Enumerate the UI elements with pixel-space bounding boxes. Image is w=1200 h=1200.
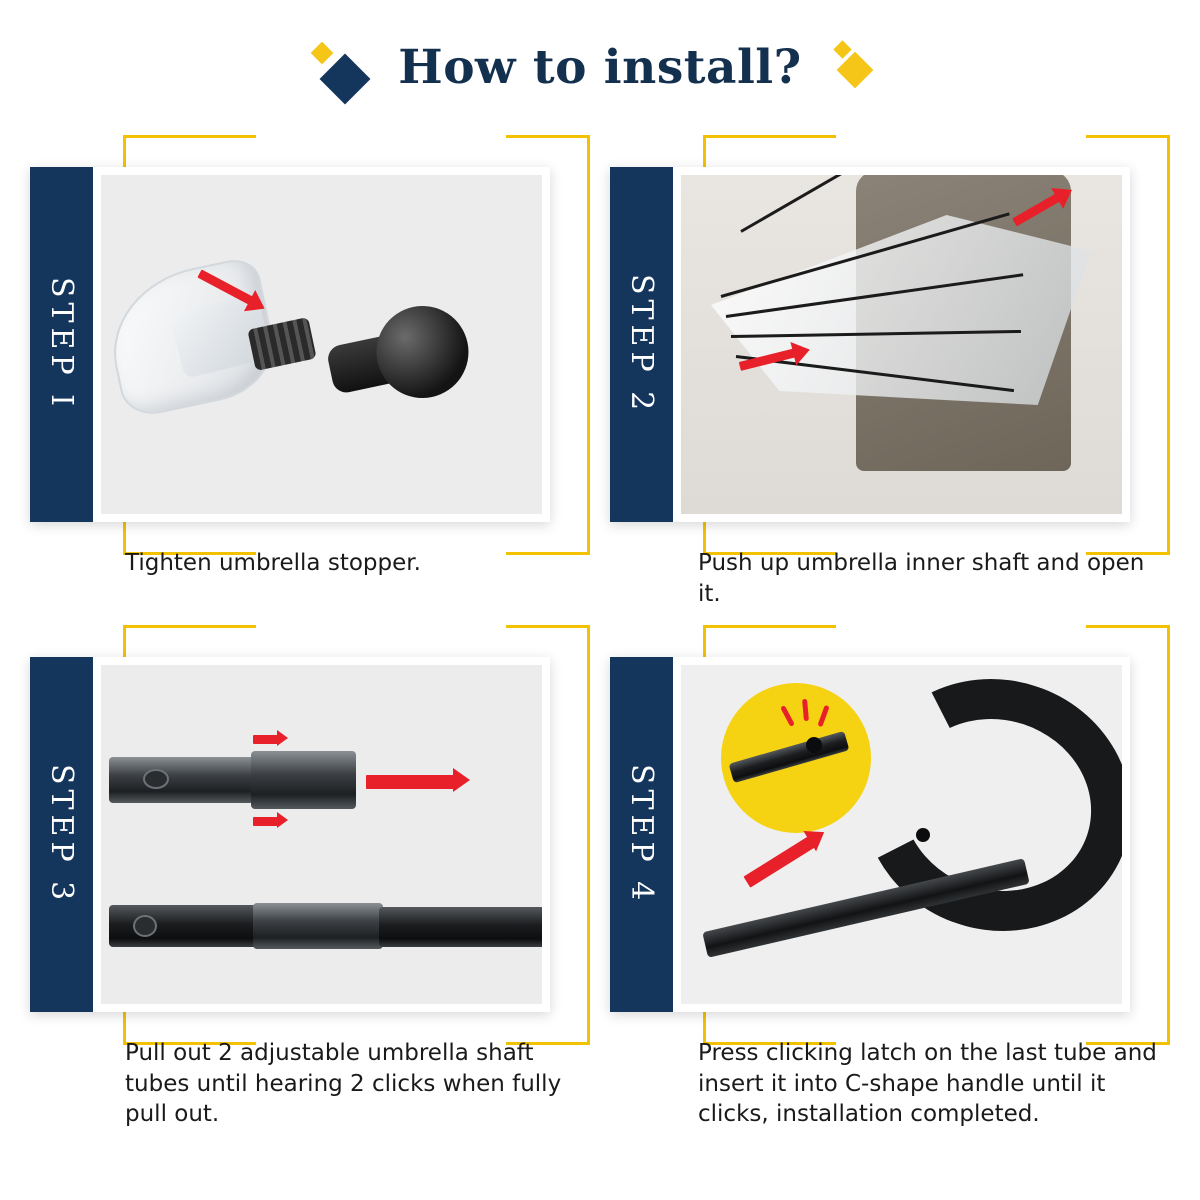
step-3-label-bar	[30, 657, 93, 1012]
step-card-3	[30, 625, 590, 1130]
step-3-card	[30, 657, 550, 1012]
step-2-label-bar	[610, 167, 673, 522]
red-arrow-icon	[253, 735, 279, 744]
step-3-image	[101, 665, 542, 1004]
step-2-image	[681, 175, 1122, 514]
step-4-card	[610, 657, 1130, 1012]
red-arrow-pull-icon	[366, 775, 456, 789]
shaft-tube-mid-lower	[253, 903, 383, 949]
shaft-tube-outer-lower	[109, 905, 259, 947]
page-title: How to install?	[398, 40, 802, 95]
steps-grid	[0, 135, 1200, 1130]
step-1-caption: Tighten umbrella stopper.	[125, 550, 421, 576]
step-card-1	[30, 135, 590, 609]
step-4-label: STEP 4	[624, 764, 659, 906]
black-stopper-cap-graphic	[320, 294, 478, 421]
header-left-diamond-group	[314, 39, 370, 97]
step-2-label: STEP 2	[624, 273, 659, 416]
step-2-caption: Push up umbrella inner shaft and open it.	[698, 550, 1145, 607]
diamond-navy-icon	[320, 53, 371, 104]
step-4-label-bar	[610, 657, 673, 1012]
step-1-card	[30, 167, 550, 522]
step-2-card	[610, 167, 1130, 522]
cap-knob	[368, 297, 477, 406]
step-4-caption: Press clicking latch on the last tube and insert it into C-shape handle until it clicks, installation completed.	[698, 1040, 1157, 1128]
header-right-diamond-group	[830, 39, 886, 97]
step-4-image	[681, 665, 1122, 1004]
step-1-image	[101, 175, 542, 514]
step-1-label: STEP I	[44, 277, 79, 412]
step-1-label-bar	[30, 167, 93, 522]
latch-screw	[133, 915, 157, 937]
step-3-label: STEP 3	[44, 764, 79, 906]
step-3-caption: Pull out 2 adjustable umbrella shaft tubes until hearing 2 clicks when fully pull out.	[125, 1040, 562, 1128]
page-header	[0, 0, 1200, 135]
diamond-yellow-small-icon	[833, 40, 851, 58]
step-card-2	[610, 135, 1170, 609]
shaft-tube-outer-upper	[109, 757, 254, 803]
shaft-tube-inner-lower	[379, 907, 542, 947]
step-card-4	[610, 625, 1170, 1130]
red-arrow-icon	[253, 817, 279, 826]
diamond-yellow-icon	[311, 41, 334, 64]
shaft-tube-inner-upper	[251, 751, 356, 809]
